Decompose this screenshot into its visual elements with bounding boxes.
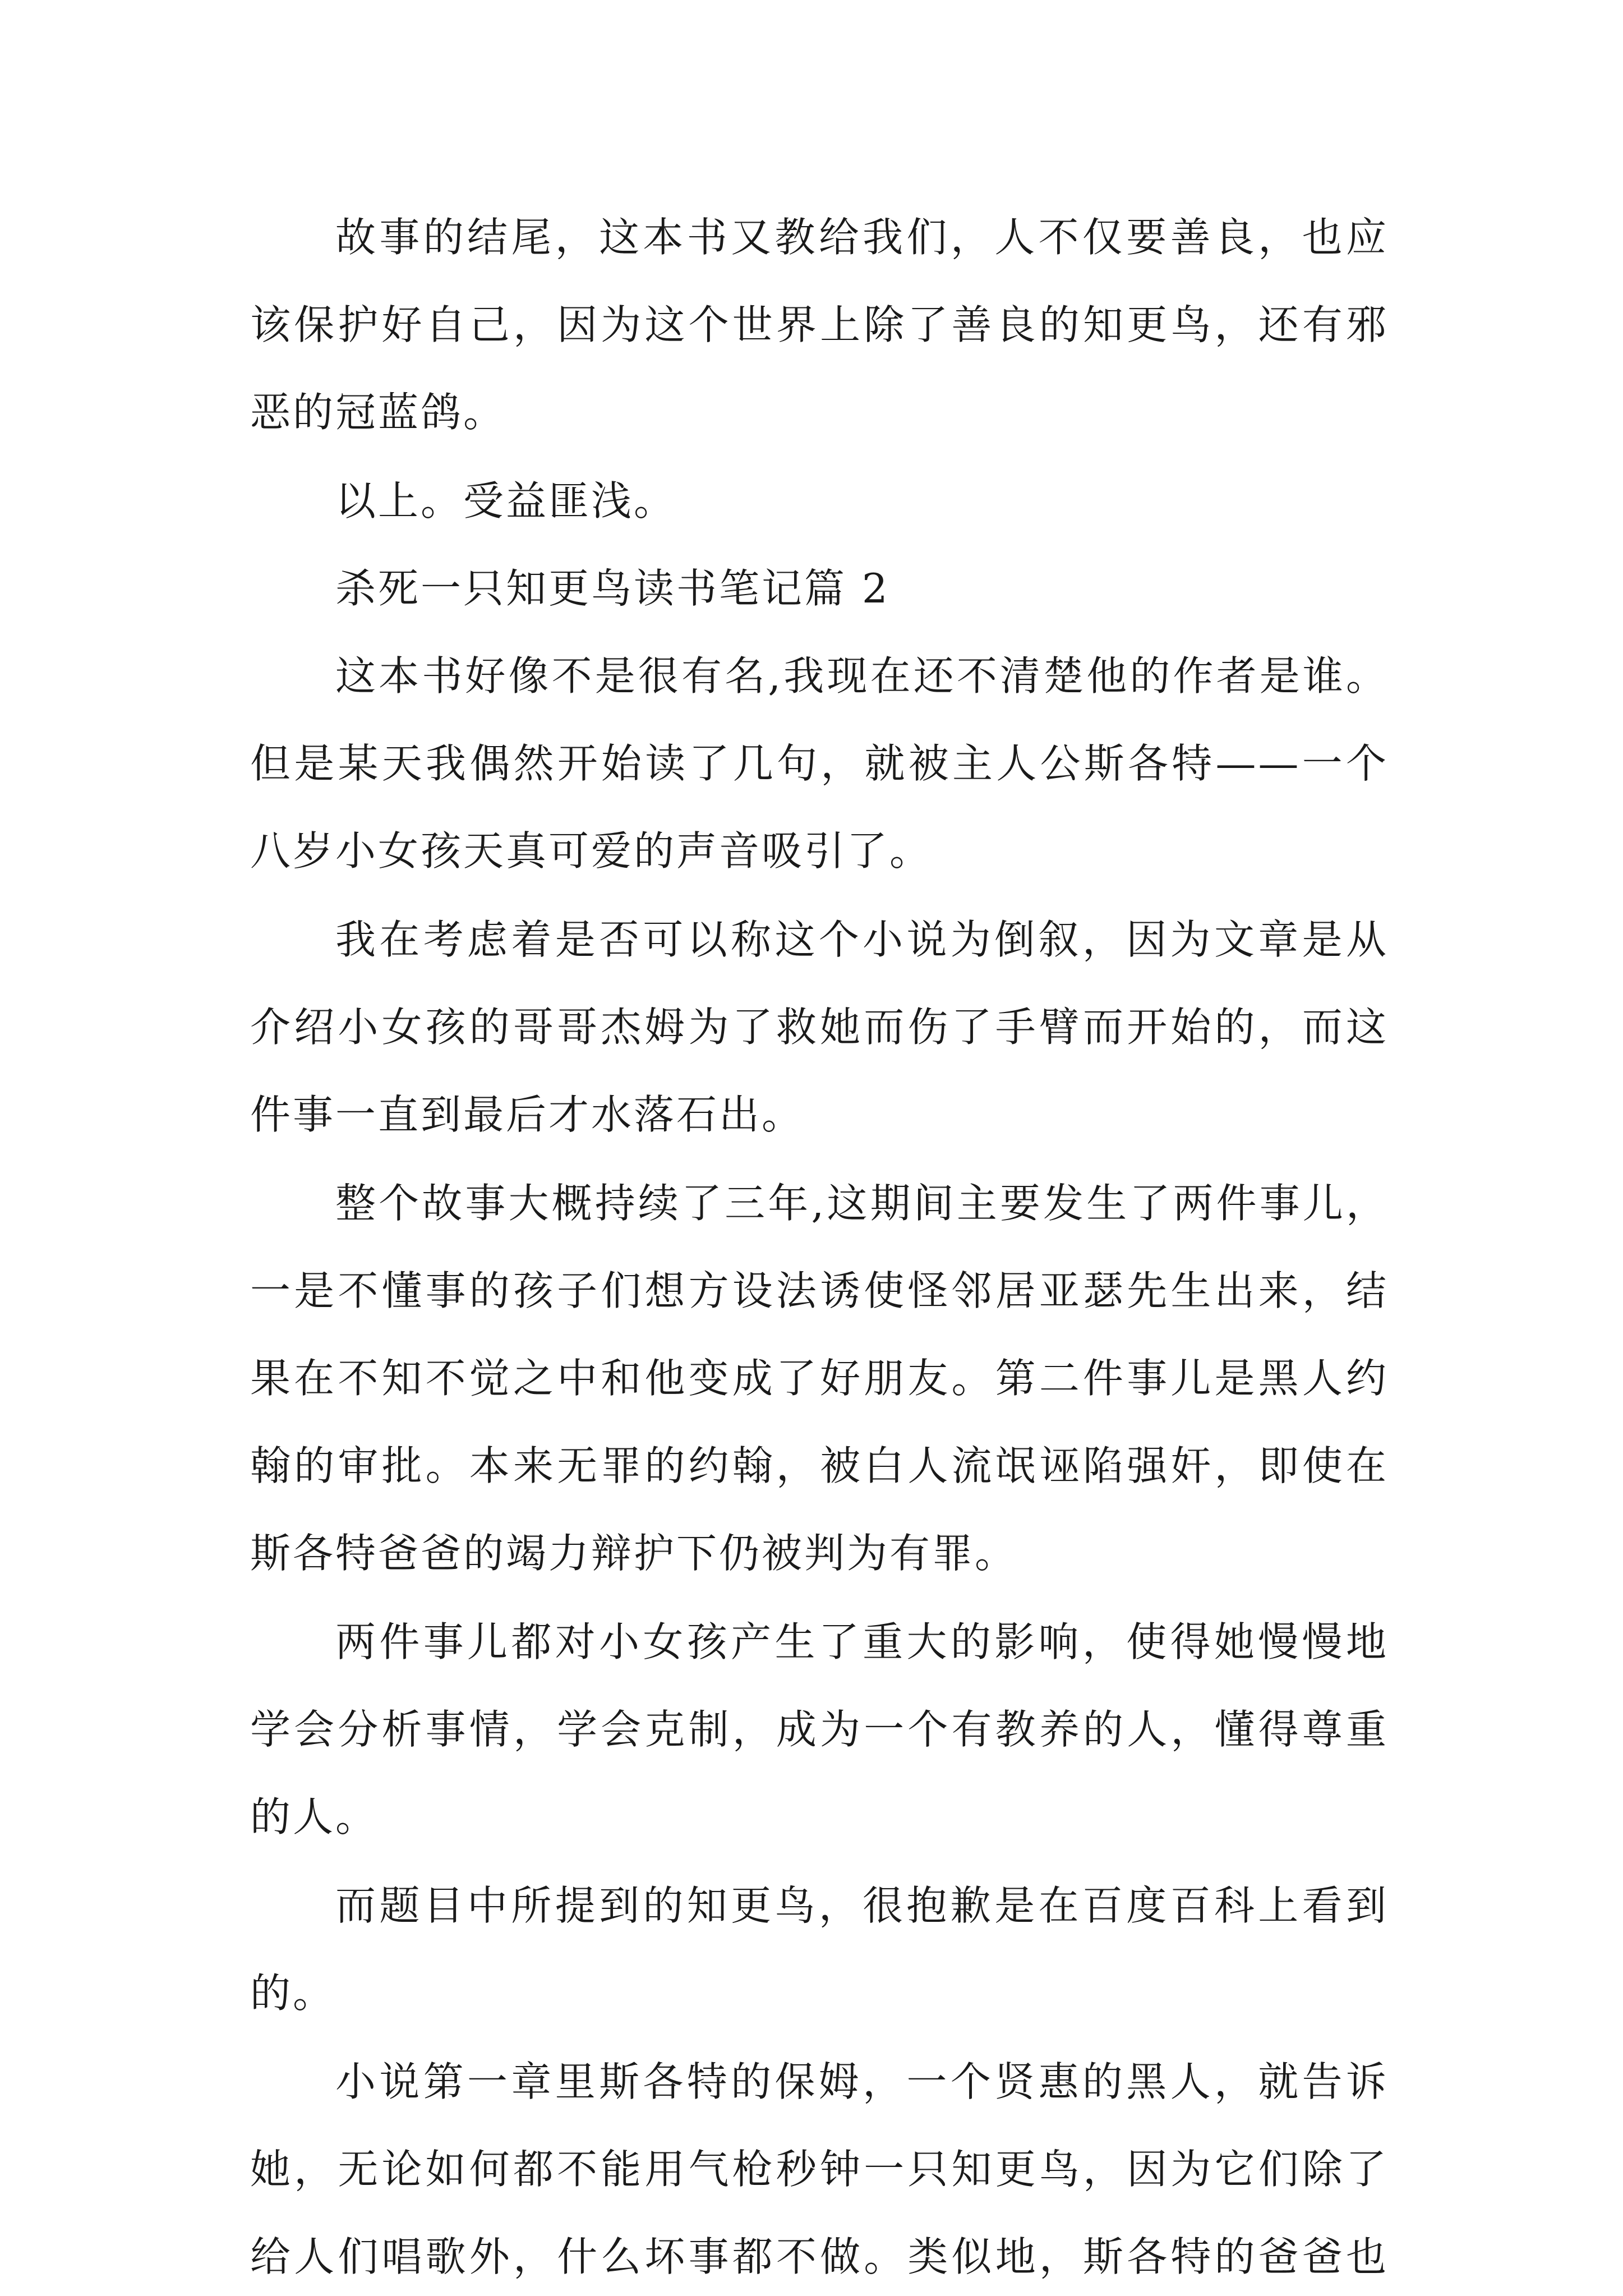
text-line: 果在不知不觉之中和他变成了好朋友。第二件事儿是黑人约 <box>250 1355 1389 1402</box>
text-line: 该保护好自己，因为这个世界上除了善良的知更鸟，还有邪 <box>250 301 1389 348</box>
text-line: 而题目中所提到的知更鸟，很抱歉是在百度百科上看到 <box>335 1882 1389 1929</box>
text-line: 恶的冠蓝鸽。 <box>250 389 506 436</box>
text-line: 故事的结尾，这本书又教给我们，人不仅要善良，也应 <box>335 214 1389 261</box>
text-line: 一是不懂事的孩子们想方设法诱使怪邻居亚瑟先生出来，结 <box>250 1267 1389 1314</box>
text-line: 介绍小女孩的哥哥杰姆为了救她而伤了手臂而开始的，而这 <box>250 1004 1389 1051</box>
text-line: 学会分析事情，学会克制，成为一个有教养的人，懂得尊重 <box>250 1706 1389 1753</box>
text-line: 的人。 <box>250 1793 379 1841</box>
text-line: 她，无论如何都不能用气枪秒钟一只知更鸟，因为它们除了 <box>250 2146 1389 2193</box>
text-line: 小说第一章里斯各特的保姆，一个贤惠的黑人，就告诉 <box>335 2058 1389 2105</box>
text-line: 件事一直到最后才水落石出。 <box>250 1091 805 1138</box>
text-line: 但是某天我偶然开始读了几句，就被主人公斯各特——一个 <box>250 740 1389 787</box>
text-line: 翰的审批。本来无罪的约翰，被白人流氓诬陷强奸，即使在 <box>250 1442 1389 1489</box>
text-line: 整个故事大概持续了三年,这期间主要发生了两件事儿， <box>335 1180 1389 1227</box>
text-line: 我在考虑着是否可以称这个小说为倒叙，因为文章是从 <box>335 916 1389 963</box>
text-line: 这本书好像不是很有名,我现在还不清楚他的作者是谁。 <box>335 652 1389 700</box>
section-heading: 杀死一只知更鸟读书笔记篇 2 <box>335 565 890 612</box>
text-line: 两件事儿都对小女孩产生了重大的影响，使得她慢慢地 <box>335 1618 1389 1665</box>
text-line: 的。 <box>250 1970 336 2017</box>
text-line: 斯各特爸爸的竭力辩护下仍被判为有罪。 <box>250 1530 1018 1577</box>
text-line: 给人们唱歌外，什么坏事都不做。类似地，斯各特的爸爸也 <box>250 2233 1389 2280</box>
text-line: 八岁小女孩天真可爱的声音吸引了。 <box>250 827 933 875</box>
text-line: 以上。受益匪浅。 <box>335 477 677 524</box>
